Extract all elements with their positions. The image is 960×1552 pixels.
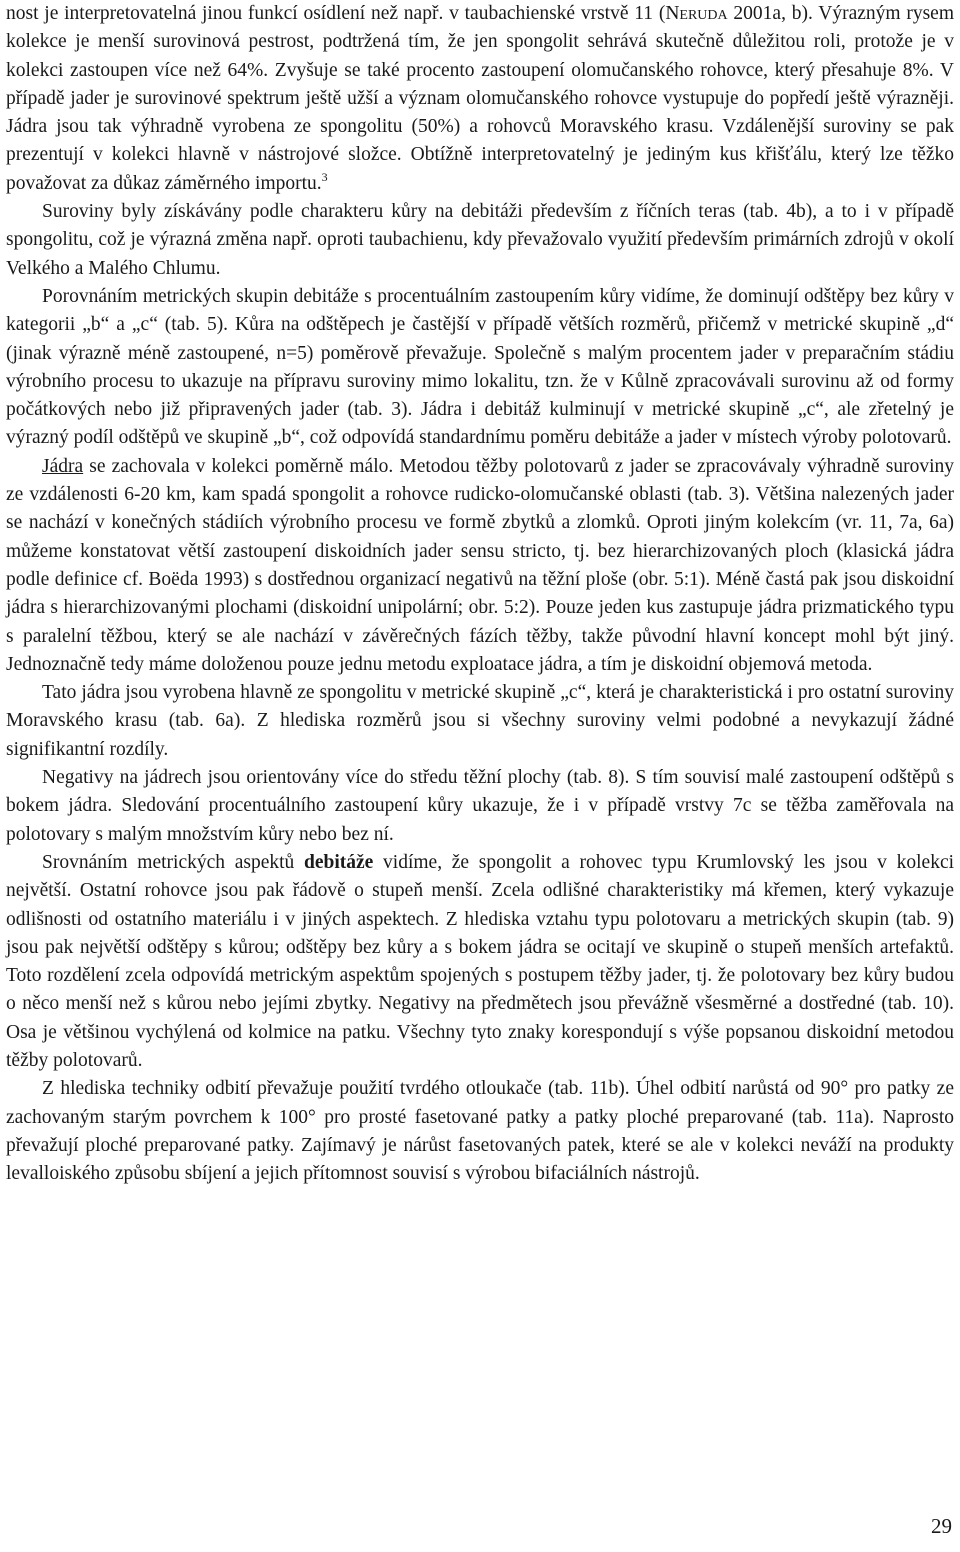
author-citation: Neruda	[665, 3, 728, 24]
paragraph-8: Z hlediska techniky odbití převažuje použití tvrdého otloukače (tab. 11b). Úhel odbití narůstá od 90° pro patky ze zachovaným starým povrchem k 100° pro prosté fasetované patky a patky ploché preparované (tab. 11a). Naprosto převažují ploché preparované patky. Zajímavý je nárůst fasetovaných patek, které se ale v kolekci neváží na produkty levalloiského způsobu sbíjení a jejich přítomnost souvisí s výrobou bifaciálních nástrojů.	[6, 1078, 954, 1185]
paragraph-7	[6, 849, 954, 1075]
paragraph-1	[6, 0, 954, 198]
body-text	[6, 0, 954, 1188]
paragraph-2: Suroviny byly získávány podle charakteru kůry na debitáži především z říčních teras (tab. 4b), a to i v případě spongolitu, což je výrazná změna např. oproti taubachienu, kdy převažovalo využití především primárních zdrojů v okolí Velkého a Malého Chlumu.	[6, 201, 954, 279]
paragraph-4-text: se zachovala v kolekci poměrně málo. Metodou těžby polotovarů z jader se zpracovávaly výhradně suroviny ze vzdálenosti 6-20 km, kam spadá spongolit a rohovce rudicko-olomučanské oblasti (tab. 3). Většina nalezených jader se nachází v konečných stádiích výrobního procesu ve formě zbytků a zlomků. Oproti jiným kolekcím (vr. 11, 7a, 6a) můžeme konstatovat větší zastoupení diskoidních jader sensu stricto, tj. bez hierarchizovaných ploch (klasická jádra podle definice cf. Boëda 1993) s dostřednou organizací negativů na těžní ploše (obr. 5:1). Méně častá pak jsou diskoidní jádra s hierarchizovanými plochami (diskoidní unipolární; obr. 5:2). Pouze jeden kus zastupuje jádra prizmatického typu s paralelní těžbou, který se ale nachází v závěrečných fázích těžby, takže původní hlavní koncept mohl být jiný. Jednoznačně tedy máme doloženou pouze jednu metodu exploatace jádra, a tím je diskoidní objemová metoda.	[6, 455, 954, 675]
paragraph-5: Tato jádra jsou vyrobena hlavně ze spongolitu v metrické skupině „c“, která je charakteristická i pro ostatní suroviny Moravského krasu (tab. 6a). Z hlediska rozměrů jsou si všechny suroviny velmi podobné a nevykazují žádné signifikantní rozdíly.	[6, 682, 954, 760]
section-heading-debitage: debitáže	[304, 851, 374, 873]
footnote-reference[interactable]: 3	[321, 169, 328, 184]
paragraph-6: Negativy na jádrech jsou orientovány více do středu těžní plochy (tab. 8). S tím souvisí malé zastoupení odštěpů s bokem jádra. Sledování procentuálního zastoupení kůry ukazuje, že i v případě vrstvy 7c se těžba zaměřovala na polotovary s malým množstvím kůry nebo bez ní.	[6, 767, 954, 845]
page-number: 29	[931, 1514, 952, 1538]
paragraph-3: Porovnáním metrických skupin debitáže s procentuálním zastoupením kůry vidíme, že dominují odštěpy bez kůry v kategorii „b“ a „c“ (tab. 5). Kůra na odštěpech je častější v případě větších rozměrů, přičemž v metrické skupině „d“ (jinak výrazně méně zastoupené, n=5) poměrově převažuje. Společně s malým procentem jader v preparačním stádiu výrobního procesu to ukazuje na přípravu suroviny mimo lokalitu, tzn. že v Kůlně zpracovávali surovinu až od formy počátkových nebo již připravených jader (tab. 3). Jádra i debitáž kulminují v metrické skupině „c“, ale zřetelný je výrazný podíl odštěpů ve skupině „b“, což odpovídá standardnímu poměru debitáže a jader v místech výroby polotovarů.	[6, 285, 954, 449]
paragraph-7-text-end: vidíme, že spongolit a rohovec typu Krumlovský les jsou v kolekci největší. Ostatní rohovce jsou pak řádově o stupeň menší. Zcela odlišné charakteristiky má křemen, který vykazuje odlišnosti od ostatního materiálu i v jiných aspektech. Z hlediska vztahu typu polotovaru a metrických skupin (tab. 9) jsou pak největší odštěpy s kůrou; odštěpy bez kůry a s bokem jádra se ocitají ve skupině o stupeň menších artefaktů. Toto rozdělení zcela odpovídá metrickým aspektům spojených s postupem těžby jader, tj. že polotovary bez kůry budou o něco menší než s kůrou nebo jejími zbytky. Negativy na předmětech jsou převážně všesměrné a dostředné (tab. 10). Osa je většinou vychýlená od kolmice na patku. Všechny tyto znaky korespondují s výše popsanou diskoidní metodou těžby polotovarů.	[6, 851, 955, 1071]
paragraph-7-text-start: Srovnáním metrických aspektů	[42, 851, 304, 873]
paragraph-1-text-start: nost je interpretovatelná jinou funkcí osídlení než např. v taubachienské vrstvě 11 (	[6, 3, 666, 24]
paragraph-4	[6, 453, 954, 679]
paragraph-1-text-end: 2001a, b). Výrazným rysem kolekce je menší surovinová pestrost, podtržená tím, že jen spongolit sehrává skutečně důležitou roli, protože je v kolekci zastoupen více než 64%. Zvyšuje se také procento zastoupení olomučanského rohovce, který přesahuje 8%. V případě jader je surovinové spektrum ještě užší a význam olomučanského rohovce vystupuje do popředí ještě výrazněji. Jádra jsou tak výhradně vyrobena ze spongolitu (50%) a rohovců Moravského krasu. Vzdálenější suroviny se pak prezentují v kolekci hlavně v nástrojové složce. Obtížně interpretovatelný je jediným kus křišťálu, který lze těžko považovat za důkaz záměrného importu.	[6, 3, 954, 194]
section-heading-cores: Jádra	[42, 455, 84, 477]
